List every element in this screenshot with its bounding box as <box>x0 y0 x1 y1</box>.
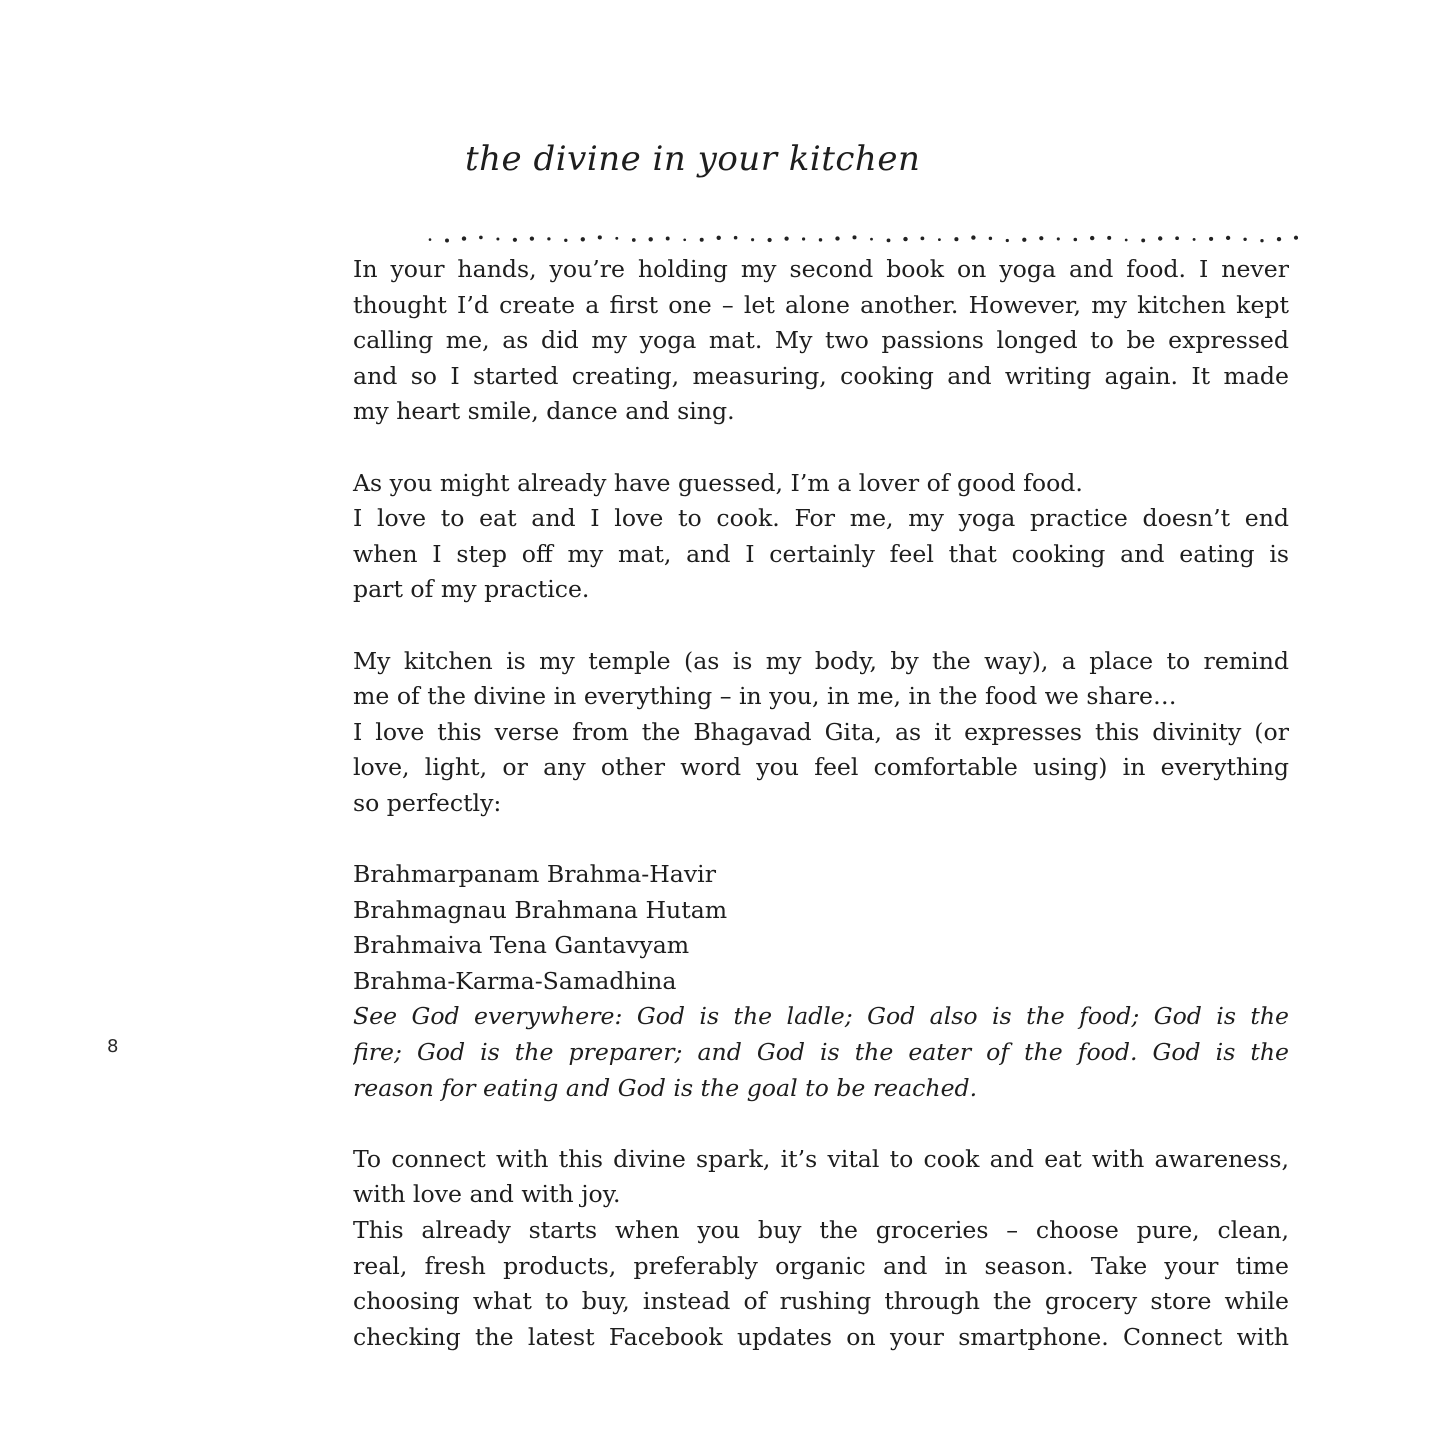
verse-line: Brahmarpanam Brahma-Havir <box>353 860 716 889</box>
divider-dot <box>445 239 449 243</box>
divider-dot <box>1107 236 1111 240</box>
text-line: thought I’d create a first one – let alone another. However, my kitchen kept <box>353 290 1289 319</box>
divider-dot <box>751 238 754 241</box>
text-line: so perfectly: <box>353 788 502 817</box>
text-line: In your hands, you’re holding my second book on yoga and food. I never <box>353 255 1289 283</box>
verse-line: Brahmagnau Brahmana Hutam <box>353 895 728 924</box>
text-line: my heart smile, dance and sing. <box>353 397 735 426</box>
divider-dot <box>615 237 618 240</box>
divider-dot <box>1006 239 1009 242</box>
divider-dot <box>802 237 805 240</box>
divider-dot <box>649 237 653 241</box>
divider-dot <box>989 237 992 240</box>
paragraph-lover-of-food <box>353 466 1289 608</box>
text-line: calling me, as did my yoga mat. My two passions longed to be expressed <box>353 326 1289 355</box>
divider-dot <box>767 238 771 242</box>
divider-dot <box>852 235 856 239</box>
verse-translation-line: fire; God is the preparer; and God is the eater of the food. God is the <box>353 1038 1289 1067</box>
divider-dot <box>870 238 873 241</box>
divider-dot <box>564 239 567 242</box>
verse-line: Brahmaiva Tena Gantavyam <box>353 931 690 960</box>
text-line: I love this verse from the Bhagavad Gita, as it expresses this divinity (or <box>353 717 1289 746</box>
paragraph-kitchen-temple <box>353 644 1289 822</box>
page-number: 8 <box>107 1036 119 1057</box>
text-line: As you might already have guessed, I’m a lover of good food. <box>353 468 1083 497</box>
chapter-title: the divine in your kitchen <box>465 139 921 179</box>
divider-dot <box>938 238 941 241</box>
divider-dot <box>1022 238 1026 242</box>
divider-dot <box>1039 236 1043 240</box>
divider-dot <box>1226 236 1230 240</box>
divider-dot <box>530 236 534 240</box>
text-line: real, fresh products, preferably organic and in season. Take your time <box>353 1251 1289 1280</box>
text-line: when I step off my mat, and I certainly feel that cooking and eating is <box>353 539 1289 568</box>
text-line: This already starts when you buy the groceries – choose pure, clean, <box>353 1216 1289 1245</box>
paragraph-divine-spark <box>353 1142 1289 1356</box>
divider-dot <box>1158 236 1162 240</box>
divider-dot <box>496 238 499 241</box>
divider-dot <box>1243 238 1246 241</box>
divider-dot <box>921 237 925 241</box>
verse-translation-line: See God everywhere: God is the ladle; God also is the food; God is the <box>353 1002 1289 1031</box>
divider-dot <box>887 239 891 243</box>
divider-dot <box>513 238 517 242</box>
divider-dot <box>784 236 788 240</box>
divider-dot <box>666 237 670 241</box>
divider-dot <box>683 238 686 241</box>
text-line: and so I started creating, measuring, cooking and writing again. It made <box>353 361 1289 390</box>
divider-dot <box>1277 237 1281 241</box>
text-line: To connect with this divine spark, it’s vital to cook and eat with awareness, <box>353 1144 1289 1173</box>
divider-dot <box>971 235 975 239</box>
verse-translation-line: reason for eating and God is the goal to be reached. <box>353 1073 978 1102</box>
dotted-divider <box>428 232 1298 246</box>
text-line: part of my practice. <box>353 575 590 604</box>
divider-dot <box>717 236 721 240</box>
divider-dot <box>954 237 958 241</box>
divider-dot <box>734 236 738 240</box>
divider-dot <box>1209 237 1213 241</box>
paragraph-intro <box>353 252 1289 430</box>
divider-dot <box>1057 237 1060 240</box>
text-line: I love to eat and I love to cook. For me, my yoga practice doesn’t end <box>353 504 1289 533</box>
divider-dot <box>1090 236 1094 240</box>
divider-dot <box>581 237 585 241</box>
verse-line: Brahma-Karma-Samadhina <box>353 966 677 995</box>
verse-block <box>353 857 1289 1106</box>
divider-dot <box>1260 239 1263 242</box>
text-line: choosing what to buy, instead of rushing through the grocery store while <box>353 1287 1289 1316</box>
body-text <box>353 252 1289 1391</box>
text-line: My kitchen is my temple (as is my body, by the way), a place to remind <box>353 646 1289 675</box>
text-line: with love and with joy. <box>353 1180 621 1209</box>
divider-dot <box>429 238 432 241</box>
divider-dot <box>598 235 602 239</box>
divider-dot <box>479 236 483 240</box>
text-line: checking the latest Facebook updates on your smartphone. Connect with <box>353 1322 1289 1351</box>
divider-dot <box>462 236 466 240</box>
divider-dot <box>1141 238 1145 242</box>
divider-dot <box>700 238 704 242</box>
text-line: love, light, or any other word you feel comfortable using) in everything <box>353 753 1289 782</box>
text-line: me of the divine in everything – in you, in me, in the food we share… <box>353 682 1177 711</box>
divider-dot <box>903 237 907 241</box>
divider-dot <box>1294 236 1298 240</box>
divider-dot <box>819 238 822 241</box>
divider-dot <box>547 237 550 240</box>
divider-dot <box>835 236 839 240</box>
divider-dot <box>1074 238 1078 242</box>
divider-dot <box>1175 236 1179 240</box>
divider-dot <box>1193 238 1196 241</box>
divider-dot <box>632 238 636 242</box>
divider-dot <box>1125 239 1128 242</box>
